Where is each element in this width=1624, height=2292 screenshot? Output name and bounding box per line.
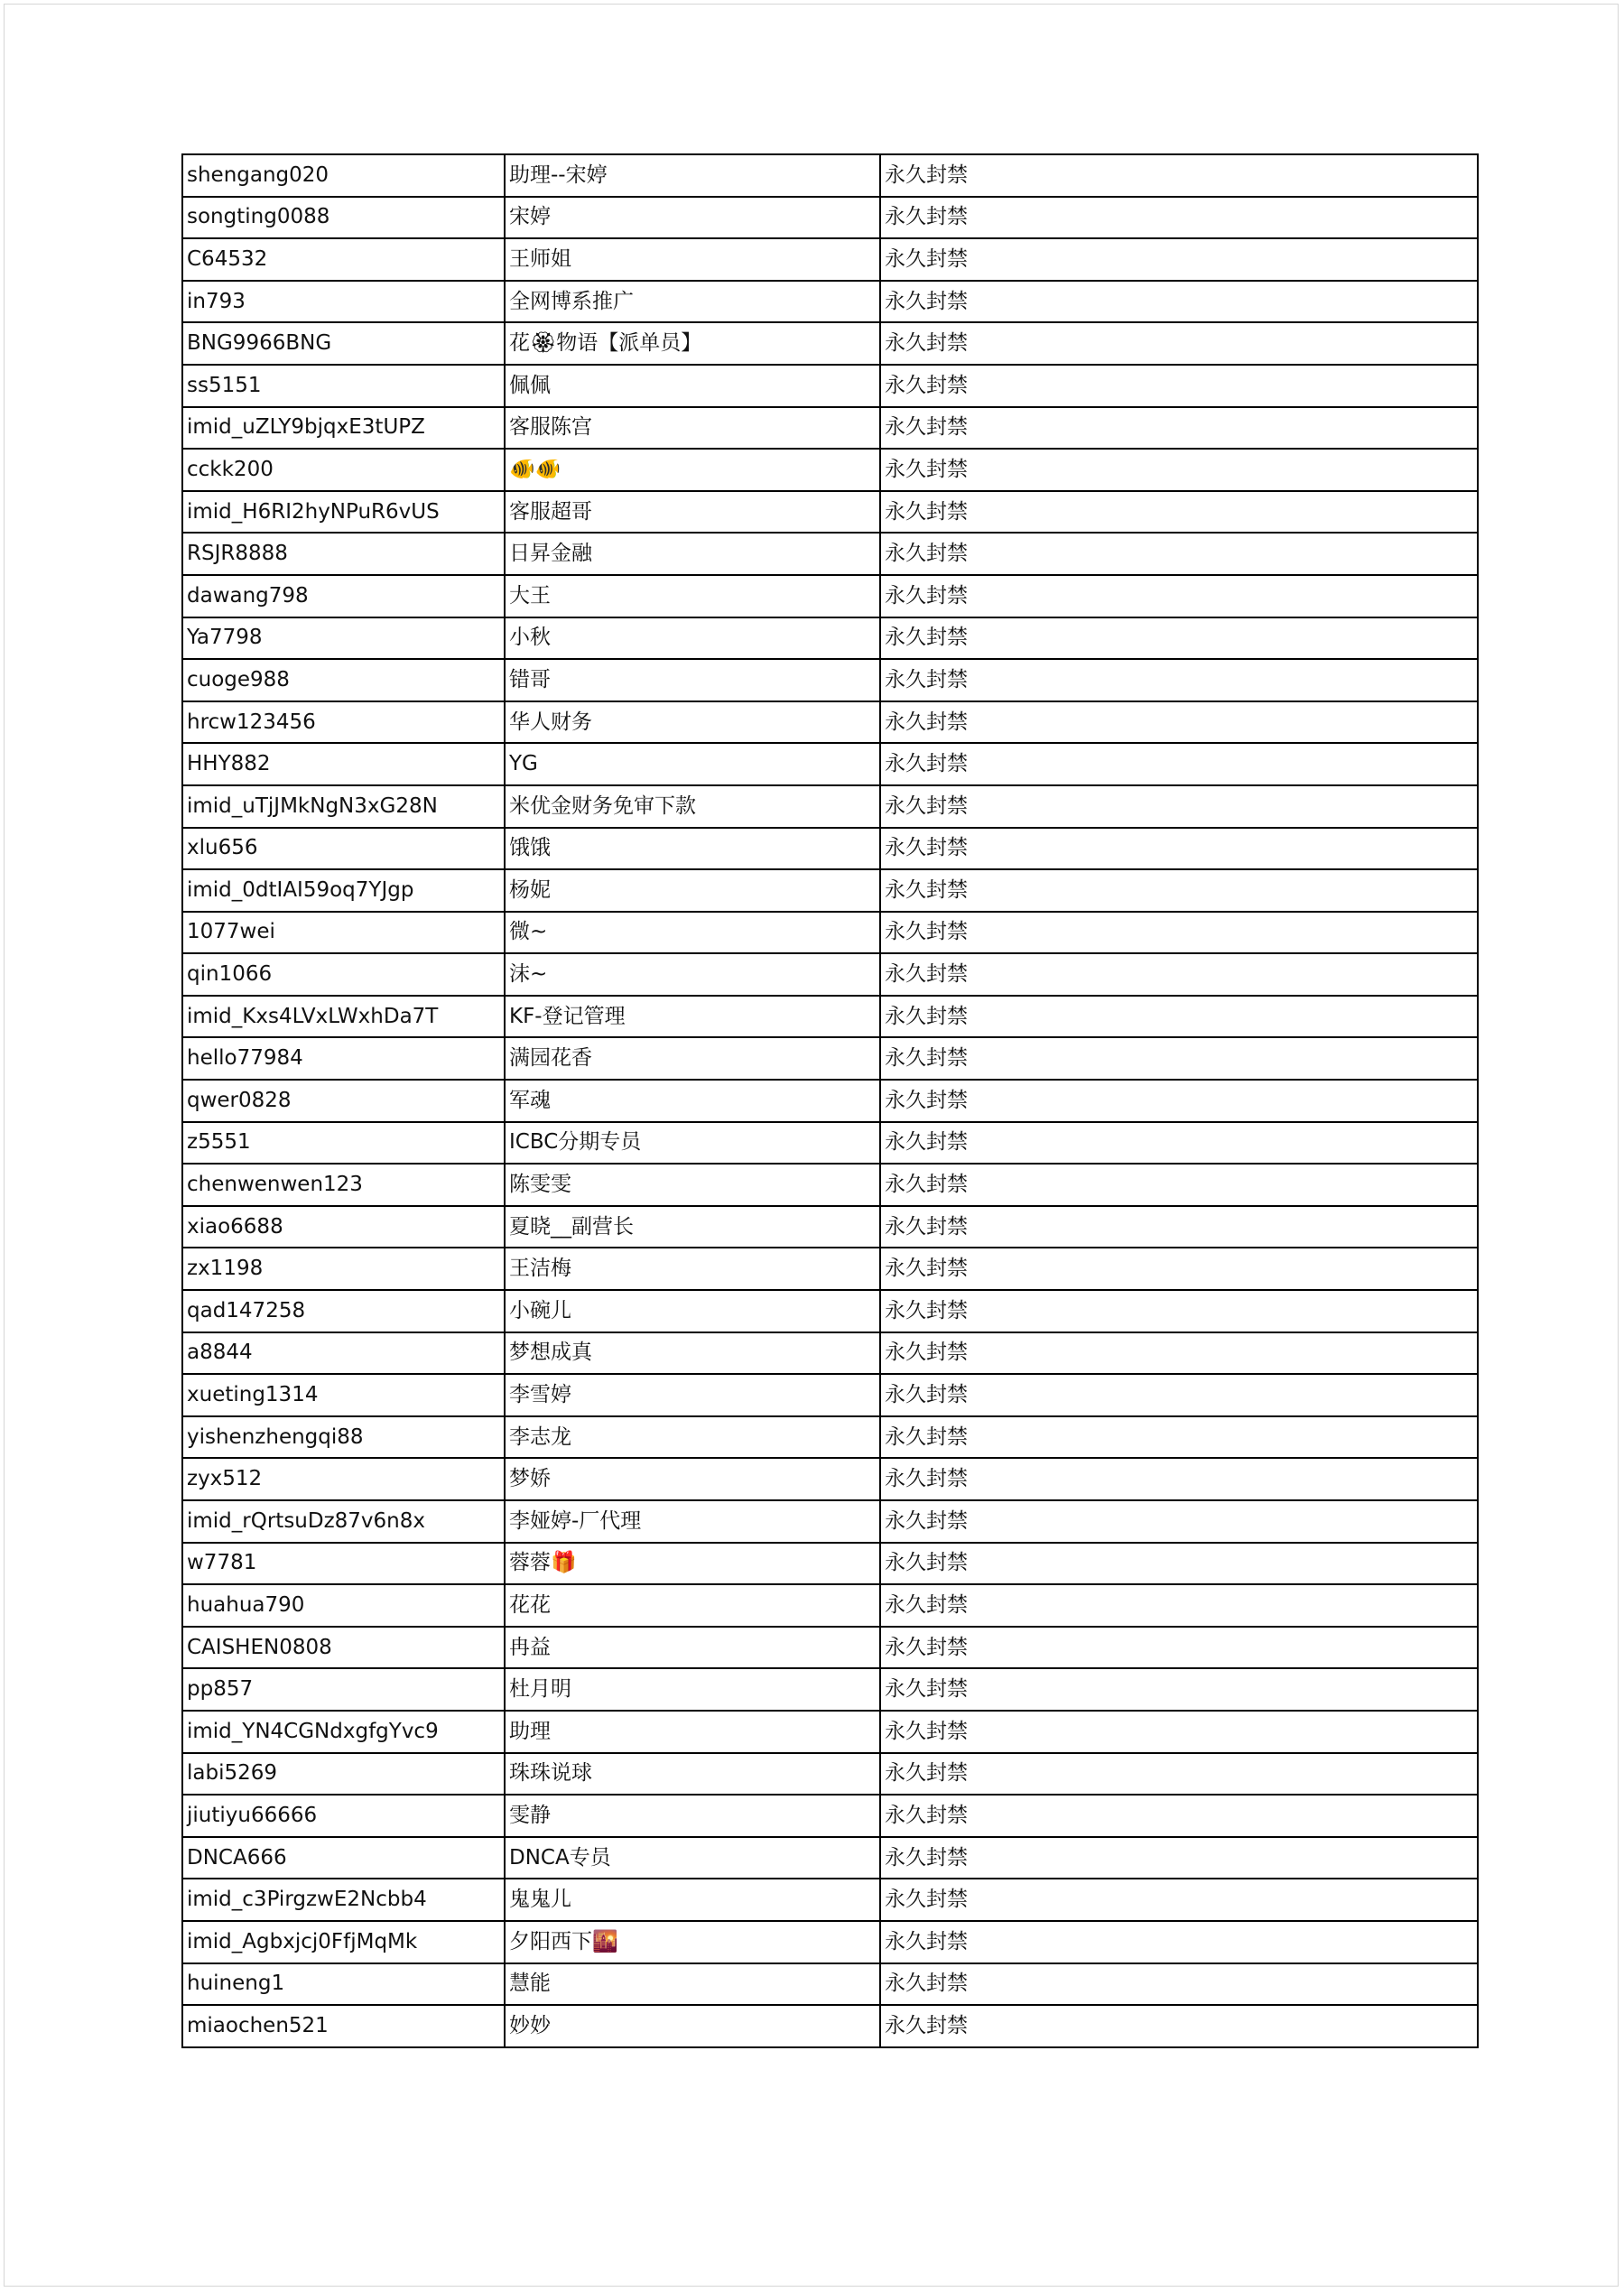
- table-row: [182, 617, 1478, 660]
- account-cell: imid_uZLY9bjqxE3tUPZ: [182, 407, 505, 450]
- table-row: [182, 322, 1478, 365]
- nickname-cell: 微~: [505, 912, 880, 954]
- account-cell: ss5151: [182, 365, 505, 407]
- table-row: [182, 281, 1478, 323]
- account-cell: imid_c3PirgzwE2Ncbb4: [182, 1879, 505, 1921]
- account-cell: RSJR8888: [182, 533, 505, 575]
- nickname-cell: 华人财务: [505, 701, 880, 744]
- status-cell: 永久封禁: [880, 1837, 1478, 1879]
- account-cell: imid_Kxs4LVxLWxhDa7T: [182, 996, 505, 1038]
- table-row: [182, 869, 1478, 912]
- account-cell: imid_Agbxjcj0FfjMqMk: [182, 1921, 505, 1963]
- nickname-cell: 花花: [505, 1584, 880, 1627]
- nickname-cell: 全网博系推广: [505, 281, 880, 323]
- table-row: [182, 1627, 1478, 1669]
- table-row: [182, 1921, 1478, 1963]
- nickname-cell: 日昇金融: [505, 533, 880, 575]
- status-cell: 永久封禁: [880, 1290, 1478, 1332]
- account-cell: xlu656: [182, 828, 505, 870]
- nickname-cell: 蓉蓉🎁: [505, 1543, 880, 1585]
- table-row: [182, 1879, 1478, 1921]
- nickname-cell: 李雪婷: [505, 1374, 880, 1416]
- nickname-cell: 慧能: [505, 1963, 880, 2006]
- status-cell: 永久封禁: [880, 1416, 1478, 1459]
- nickname-cell: 夏晓__副营长: [505, 1206, 880, 1248]
- table-row: [182, 828, 1478, 870]
- ban-list-table: [181, 153, 1479, 2048]
- account-cell: dawang798: [182, 575, 505, 617]
- table-row: [182, 953, 1478, 996]
- status-cell: 永久封禁: [880, 1543, 1478, 1585]
- nickname-cell: 王师姐: [505, 238, 880, 281]
- account-cell: songting0088: [182, 197, 505, 239]
- table-row: [182, 449, 1478, 491]
- account-cell: w7781: [182, 1543, 505, 1585]
- table-row: [182, 743, 1478, 785]
- status-cell: 永久封禁: [880, 869, 1478, 912]
- status-cell: 永久封禁: [880, 1668, 1478, 1711]
- status-cell: 永久封禁: [880, 617, 1478, 660]
- status-cell: 永久封禁: [880, 1627, 1478, 1669]
- status-cell: 永久封禁: [880, 1332, 1478, 1375]
- account-cell: z5551: [182, 1122, 505, 1165]
- account-cell: chenwenwen123: [182, 1164, 505, 1206]
- status-cell: 永久封禁: [880, 238, 1478, 281]
- table-row: [182, 1416, 1478, 1459]
- table-row: [182, 1374, 1478, 1416]
- account-cell: cckk200: [182, 449, 505, 491]
- table-row: [182, 1711, 1478, 1753]
- nickname-cell: 杨妮: [505, 869, 880, 912]
- account-cell: pp857: [182, 1668, 505, 1711]
- status-cell: 永久封禁: [880, 1963, 1478, 2006]
- status-cell: 永久封禁: [880, 1879, 1478, 1921]
- table-row: [182, 575, 1478, 617]
- status-cell: 永久封禁: [880, 449, 1478, 491]
- ban-list-body: [182, 154, 1478, 2047]
- nickname-cell: DNCA专员: [505, 1837, 880, 1879]
- status-cell: 永久封禁: [880, 154, 1478, 197]
- account-cell: a8844: [182, 1332, 505, 1375]
- status-cell: 永久封禁: [880, 322, 1478, 365]
- nickname-cell: 沫~: [505, 953, 880, 996]
- nickname-cell: 错哥: [505, 659, 880, 701]
- table-row: [182, 1500, 1478, 1543]
- account-cell: qwer0828: [182, 1080, 505, 1122]
- nickname-cell: 妙妙: [505, 2005, 880, 2047]
- status-cell: 永久封禁: [880, 912, 1478, 954]
- account-cell: HHY882: [182, 743, 505, 785]
- account-cell: jiutiyu66666: [182, 1795, 505, 1837]
- table-row: [182, 785, 1478, 828]
- nickname-cell: 梦想成真: [505, 1332, 880, 1375]
- account-cell: zyx512: [182, 1458, 505, 1500]
- account-cell: imid_uTjJMkNgN3xG28N: [182, 785, 505, 828]
- table-row: [182, 1080, 1478, 1122]
- status-cell: 永久封禁: [880, 1795, 1478, 1837]
- account-cell: zx1198: [182, 1248, 505, 1290]
- nickname-cell: 🐠🐠: [505, 449, 880, 491]
- table-row: [182, 912, 1478, 954]
- status-cell: 永久封禁: [880, 1206, 1478, 1248]
- table-row: [182, 197, 1478, 239]
- account-cell: hello77984: [182, 1037, 505, 1080]
- table-row: [182, 1668, 1478, 1711]
- table-row: [182, 996, 1478, 1038]
- status-cell: 永久封禁: [880, 1500, 1478, 1543]
- table-row: [182, 1164, 1478, 1206]
- nickname-cell: 珠珠说球: [505, 1753, 880, 1796]
- status-cell: 永久封禁: [880, 1374, 1478, 1416]
- account-cell: huineng1: [182, 1963, 505, 2006]
- table-row: [182, 701, 1478, 744]
- status-cell: 永久封禁: [880, 1584, 1478, 1627]
- account-cell: shengang020: [182, 154, 505, 197]
- status-cell: 永久封禁: [880, 1164, 1478, 1206]
- status-cell: 永久封禁: [880, 1037, 1478, 1080]
- nickname-cell: 雯静: [505, 1795, 880, 1837]
- table-row: [182, 1963, 1478, 2006]
- nickname-cell: 米优金财务免审下款: [505, 785, 880, 828]
- account-cell: imid_YN4CGNdxgfgYvc9: [182, 1711, 505, 1753]
- nickname-cell: 小秋: [505, 617, 880, 660]
- nickname-cell: 满园花香: [505, 1037, 880, 1080]
- status-cell: 永久封禁: [880, 2005, 1478, 2047]
- table-row: [182, 1584, 1478, 1627]
- nickname-cell: 客服超哥: [505, 491, 880, 534]
- table-row: [182, 1543, 1478, 1585]
- nickname-cell: 军魂: [505, 1080, 880, 1122]
- status-cell: 永久封禁: [880, 659, 1478, 701]
- account-cell: huahua790: [182, 1584, 505, 1627]
- nickname-cell: 杜月明: [505, 1668, 880, 1711]
- nickname-cell: 宋婷: [505, 197, 880, 239]
- table-row: [182, 2005, 1478, 2047]
- nickname-cell: 夕阳西下🌇: [505, 1921, 880, 1963]
- status-cell: 永久封禁: [880, 1248, 1478, 1290]
- table-row: [182, 659, 1478, 701]
- status-cell: 永久封禁: [880, 575, 1478, 617]
- status-cell: 永久封禁: [880, 1080, 1478, 1122]
- account-cell: in793: [182, 281, 505, 323]
- status-cell: 永久封禁: [880, 1711, 1478, 1753]
- nickname-cell: 助理: [505, 1711, 880, 1753]
- status-cell: 永久封禁: [880, 407, 1478, 450]
- status-cell: 永久封禁: [880, 1753, 1478, 1796]
- nickname-cell: YG: [505, 743, 880, 785]
- account-cell: Ya7798: [182, 617, 505, 660]
- nickname-cell: 大王: [505, 575, 880, 617]
- nickname-cell: 梦娇: [505, 1458, 880, 1500]
- nickname-cell: 陈雯雯: [505, 1164, 880, 1206]
- status-cell: 永久封禁: [880, 1458, 1478, 1500]
- table-row: [182, 1037, 1478, 1080]
- account-cell: 1077wei: [182, 912, 505, 954]
- nickname-cell: 王洁梅: [505, 1248, 880, 1290]
- account-cell: imid_rQrtsuDz87v6n8x: [182, 1500, 505, 1543]
- account-cell: qad147258: [182, 1290, 505, 1332]
- account-cell: labi5269: [182, 1753, 505, 1796]
- nickname-cell: KF-登记管理: [505, 996, 880, 1038]
- status-cell: 永久封禁: [880, 996, 1478, 1038]
- nickname-cell: ICBC分期专员: [505, 1122, 880, 1165]
- nickname-cell: 冉益: [505, 1627, 880, 1669]
- nickname-cell: 花🏵物语【派单员】: [505, 322, 880, 365]
- status-cell: 永久封禁: [880, 533, 1478, 575]
- account-cell: qin1066: [182, 953, 505, 996]
- status-cell: 永久封禁: [880, 785, 1478, 828]
- status-cell: 永久封禁: [880, 281, 1478, 323]
- account-cell: imid_H6RI2hyNPuR6vUS: [182, 491, 505, 534]
- account-cell: C64532: [182, 238, 505, 281]
- table-row: [182, 154, 1478, 197]
- table-row: [182, 1122, 1478, 1165]
- table-row: [182, 1332, 1478, 1375]
- account-cell: miaochen521: [182, 2005, 505, 2047]
- nickname-cell: 李娅婷-厂代理: [505, 1500, 880, 1543]
- account-cell: BNG9966BNG: [182, 322, 505, 365]
- status-cell: 永久封禁: [880, 953, 1478, 996]
- account-cell: DNCA666: [182, 1837, 505, 1879]
- table-row: [182, 238, 1478, 281]
- status-cell: 永久封禁: [880, 365, 1478, 407]
- nickname-cell: 鬼鬼儿: [505, 1879, 880, 1921]
- table-row: [182, 533, 1478, 575]
- account-cell: xueting1314: [182, 1374, 505, 1416]
- table-row: [182, 1795, 1478, 1837]
- account-cell: cuoge988: [182, 659, 505, 701]
- status-cell: 永久封禁: [880, 828, 1478, 870]
- table-row: [182, 1837, 1478, 1879]
- nickname-cell: 饿饿: [505, 828, 880, 870]
- account-cell: imid_0dtIAI59oq7YJgp: [182, 869, 505, 912]
- table-row: [182, 1753, 1478, 1796]
- status-cell: 永久封禁: [880, 1122, 1478, 1165]
- table-row: [182, 1206, 1478, 1248]
- account-cell: xiao6688: [182, 1206, 505, 1248]
- table-row: [182, 1290, 1478, 1332]
- account-cell: yishenzhengqi88: [182, 1416, 505, 1459]
- table-row: [182, 407, 1478, 450]
- nickname-cell: 助理--宋婷: [505, 154, 880, 197]
- status-cell: 永久封禁: [880, 197, 1478, 239]
- nickname-cell: 李志龙: [505, 1416, 880, 1459]
- table-row: [182, 1248, 1478, 1290]
- status-cell: 永久封禁: [880, 1921, 1478, 1963]
- table-row: [182, 365, 1478, 407]
- nickname-cell: 佩佩: [505, 365, 880, 407]
- nickname-cell: 小碗儿: [505, 1290, 880, 1332]
- account-cell: hrcw123456: [182, 701, 505, 744]
- account-cell: CAISHEN0808: [182, 1627, 505, 1669]
- table-row: [182, 1458, 1478, 1500]
- status-cell: 永久封禁: [880, 491, 1478, 534]
- status-cell: 永久封禁: [880, 701, 1478, 744]
- status-cell: 永久封禁: [880, 743, 1478, 785]
- table-row: [182, 491, 1478, 534]
- nickname-cell: 客服陈宫: [505, 407, 880, 450]
